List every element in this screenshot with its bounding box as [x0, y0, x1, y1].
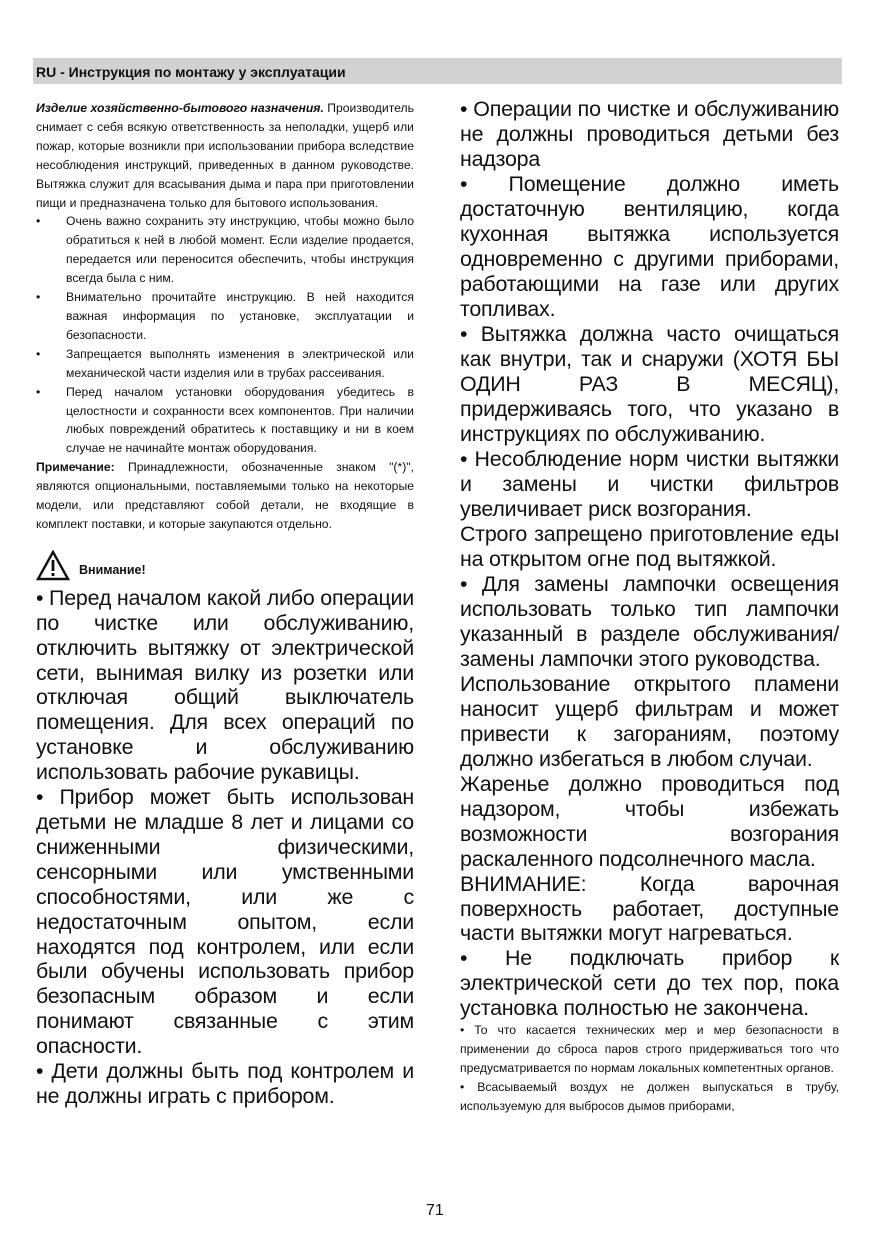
section-header-bar [33, 58, 842, 84]
bullet-marker: • [36, 384, 41, 399]
large-paragraph: • Вытяжка должна часто очищаться как внутри, так и снаружи (ХОТЯ БЫ ОДИН РАЗ В МЕСЯЦ), придерживаясь того, что указано в инструкциях по обслуживанию. [460, 321, 839, 446]
right-column [460, 97, 839, 1116]
large-paragraph: • Прибор может быть использован детьми не младше 8 лет и лицами со сниженными физическими, сенсорными или умственными способностями, или же с недостаточным опытом, если находятся под контролем, или если были обучены использовать прибор безопасным образом и если понимают связанные с этим опасности. [36, 785, 414, 1059]
warning-triangle-icon [36, 550, 70, 582]
intro-paragraph [36, 99, 414, 212]
bullet-item: • Очень важно сохранить эту инструкцию, чтобы можно было обратиться к ней в любой момент. Если изделие продается, передается или переносится обеспечить, чтобы инструкция всегда была с ним. [36, 214, 414, 286]
safety-bullet-list [36, 212, 414, 458]
large-paragraph: Строго запрещено приготовление еды на открытом огне под вытяжкой. [460, 521, 839, 571]
large-paragraph: • Не подключать прибор к электрической сети до тех пор, пока установка полностью не закончена. [460, 946, 839, 1021]
note-label: Примечание: [36, 460, 115, 475]
small-paragraph: • То что касается технических мер и мер безопасности в применении до сброса паров строго придерживаться того что предусматривается по нормам локальных компетентных органов. [460, 1023, 839, 1076]
large-paragraph: • Для замены лампочки освещения использовать только тип лампочки указанный в разделе обслуживания/замены лампочки этого руководства. [460, 571, 839, 671]
bullet-marker: • [36, 346, 41, 361]
large-paragraph: • Несоблюдение норм чистки вытяжки и замены и чистки фильтров увеличивает риск возгорания. [460, 446, 839, 521]
warning-label: Внимание! [79, 562, 146, 577]
large-paragraph: • Операции по чистке и обслуживанию не должны проводиться детьми без надзора [460, 97, 839, 171]
warning-heading [36, 550, 414, 586]
large-paragraph: • Перед началом какой либо операции по чистке или обслуживанию, отключить вытяжку от электрической сети, вынимая вилку из розетки или отключая общий выключатель помещения. Для всех операций по установке и обслуживанию использовать рабочие рукавицы. [36, 585, 414, 785]
large-paragraph: • Помещение должно иметь достаточную вентиляцию, когда кухонная вытяжка используется одновременно с другими приборами, работающими на газе или других топливах. [460, 171, 839, 321]
bullet-marker: • [36, 214, 41, 229]
bullet-item: • Перед началом установки оборудования убедитесь в целостности и сохранности всех компонентов. При наличии любых повреждений обратитесь к поставщику и ни в коем случае не начинайте монтаж оборудования. [36, 384, 414, 456]
large-paragraph: Жаренье должно проводиться под надзором, чтобы избежать возможности возгорания раскаленного подсолнечного масла. [460, 771, 839, 871]
large-paragraph: Использование открытого пламени наносит ущерб фильтрам и может привести к загораниям, поэтому должно избегаться в любом случаи. [460, 671, 839, 771]
section-title: RU - Инструкция по монтажу у эксплуатации [36, 64, 346, 80]
note-paragraph [36, 458, 414, 534]
note-text: Принадлежности, обозначенные знаком "(*)", являются опциональными, поставляемыми только на некоторые модели, или представляют собой детали, не входящие в комплект поставки, и которые закупаются отдельно. [36, 460, 414, 531]
large-paragraph: ВНИМАНИЕ: Когда варочная поверхность работает, доступные части вытяжки могут нагреваться. [460, 871, 839, 946]
intro-heading: Изделие хозяйственно-бытового назначения. [36, 101, 324, 115]
left-column [36, 99, 414, 1109]
bullet-marker: • [36, 290, 41, 305]
intro-text: Производитель снимает с себя всякую ответственность за неполадки, ущерб или пожар, которые возникли при использовании прибора вследствие несоблюдения инструкций, приведенных в данном руководстве. Вытяжка служит для всасывания дыма и пара при приготовлении пищи и предназначена только для бытового использования. [36, 101, 414, 210]
bullet-item: • Внимательно прочитайте инструкцию. В ней находится важная информация по установке, эксплуатации и безопасности. [36, 290, 414, 342]
bullet-item: • Запрещается выполнять изменения в электрической или механической части изделия или в трубах рассеивания. [36, 346, 414, 380]
small-paragraph: • Всасываемый воздух не должен выпускаться в трубу, используемую для выбросов дымов приборами, [460, 1080, 839, 1114]
large-paragraph: • Дети должны быть под контролем и не должны играть с прибором. [36, 1059, 414, 1108]
page-number: 71 [426, 1202, 444, 1219]
